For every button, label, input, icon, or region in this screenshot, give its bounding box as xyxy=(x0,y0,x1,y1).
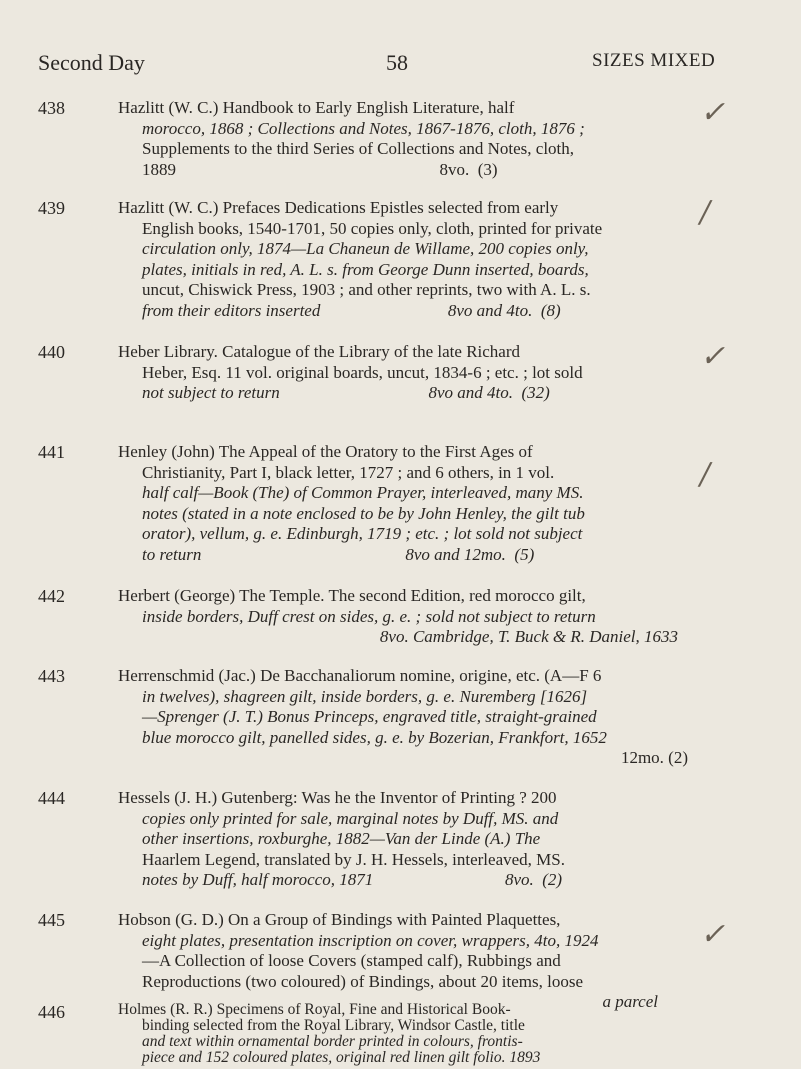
lot-description xyxy=(118,342,718,404)
pencil-annotation-icon: ✓ xyxy=(700,95,726,130)
lot-line: half calf—Book (The) of Common Prayer, interleaved, many MS. xyxy=(142,483,584,502)
lot-line: inside borders, Duff crest on sides, g. e. ; sold not subject to return xyxy=(142,606,596,626)
lot-line: notes (stated in a note enclosed to be by John Henley, the gilt tub xyxy=(142,503,585,523)
lot-line: plates, initials in red, A. L. s. from George Dunn inserted, boards, xyxy=(142,259,589,279)
lot-number: 443 xyxy=(38,666,65,686)
lot-number: 440 xyxy=(38,342,65,362)
lot-line: blue morocco gilt, panelled sides, g. e. by Bozerian, Frankfort, 1652 xyxy=(142,727,607,747)
pencil-annotation-icon: ✓ xyxy=(700,339,726,374)
lot-line: —A Collection of loose Covers (stamped calf), Rubbings and xyxy=(142,951,561,970)
lot-line: Holmes (R. R.) Specimens of Royal, Fine and Historical Book- xyxy=(118,1001,511,1018)
lot-line: binding selected from the Royal Library, Windsor Castle, title xyxy=(142,1017,525,1034)
lot-line: not subject to return 8vo and 4to. (32) xyxy=(142,383,550,402)
lot-description xyxy=(118,1002,718,1066)
lot-line: Hazlitt (W. C.) Prefaces Dedications Epistles selected from early xyxy=(118,198,559,217)
lot-line: uncut, Chiswick Press, 1903 ; and other reprints, two with A. L. s. xyxy=(142,280,591,299)
lot-line: Reproductions (two coloured) of Bindings, about 20 items, loose xyxy=(142,971,583,991)
lot-number: 446 xyxy=(38,1002,65,1022)
lot-line: 12mo. (2) xyxy=(620,748,688,767)
lot-description xyxy=(118,198,718,321)
lot-line: Herbert (George) The Temple. The second Edition, red morocco gilt, xyxy=(118,586,586,605)
lot-number: 441 xyxy=(38,442,65,462)
page-header xyxy=(0,50,801,80)
pencil-annotation-icon: ✓ xyxy=(700,917,726,952)
lot-line: Supplements to the third Series of Collections and Notes, cloth, xyxy=(142,139,575,158)
lot-line: to return 8vo and 12mo. (5) xyxy=(142,544,535,564)
lot-description xyxy=(118,442,718,565)
lot-line: 8vo. Cambridge, T. Buck & R. Daniel, 1633 xyxy=(379,627,678,646)
lot-line: eight plates, presentation inscription on cover, wrappers, 4to, 1924 xyxy=(142,930,599,950)
lot-line: Haarlem Legend, translated by J. H. Hessels, interleaved, MS. xyxy=(142,849,565,869)
lot-line: Heber Library. Catalogue of the Library of the late Richard xyxy=(118,342,521,361)
lot-line: orator), vellum, g. e. Edinburgh, 1719 ; etc. ; lot sold not subject xyxy=(142,524,583,543)
sale-day-heading: Second Day xyxy=(38,50,145,75)
lot-line: Heber, Esq. 11 vol. original boards, uncut, 1834-6 ; etc. ; lot sold xyxy=(142,362,583,382)
lot-line: from their editors inserted 8vo and 4to. (8) xyxy=(142,300,561,320)
lot-line: other insertions, roxburghe, 1882—Van der Linde (A.) The xyxy=(142,829,541,848)
lot-line: a parcel xyxy=(602,992,658,1011)
lot-description xyxy=(118,586,718,648)
lot-description xyxy=(118,910,718,1013)
lot-line: Christianity, Part I, black letter, 1727 ; and 6 others, in 1 vol. xyxy=(142,462,555,482)
lot-number: 444 xyxy=(38,788,65,808)
lot-line: notes by Duff, half morocco, 1871 8vo. (2) xyxy=(142,870,563,889)
section-heading: SIZES MIXED xyxy=(592,50,716,71)
lot-line: morocco, 1868 ; Collections and Notes, 1867-1876, cloth, 1876 ; xyxy=(142,118,585,138)
lot-number: 438 xyxy=(38,98,65,118)
lot-number: 442 xyxy=(38,586,65,606)
lot-line: English books, 1540-1701, 50 copies only, cloth, printed for private xyxy=(142,218,603,238)
lot-line: copies only printed for sale, marginal notes by Duff, MS. and xyxy=(142,808,559,828)
lot-line: Herrenschmid (Jac.) De Bacchanaliorum nomine, origine, etc. (A—F 6 xyxy=(118,666,602,685)
lot-number: 439 xyxy=(38,198,65,218)
lot-line: piece and 152 coloured plates, original red linen gilt folio. 1893 xyxy=(142,1049,541,1066)
lot-line: Henley (John) The Appeal of the Oratory to the First Ages of xyxy=(118,442,533,461)
lot-line: Hazlitt (W. C.) Handbook to Early English Literature, half xyxy=(118,98,515,117)
lot-line: Hobson (G. D.) On a Group of Bindings with Painted Plaquettes, xyxy=(118,910,561,929)
lot-line: in twelves), shagreen gilt, inside borders, g. e. Nuremberg [1626] xyxy=(142,686,588,706)
pencil-annotation-icon: ∕ xyxy=(700,195,711,230)
lot-line: Hessels (J. H.) Gutenberg: Was he the Inventor of Printing ? 200 xyxy=(118,788,557,807)
page-number: 58 xyxy=(386,50,408,75)
lot-description xyxy=(118,98,718,180)
lot-line: circulation only, 1874—La Chaneun de Willame, 200 copies only, xyxy=(142,239,589,258)
pencil-annotation-icon: ∕ xyxy=(700,457,711,492)
lot-line: 1889 8vo. (3) xyxy=(142,159,498,179)
lot-line: and text within ornamental border printed in colours, frontis- xyxy=(142,1033,523,1050)
lot-line: —Sprenger (J. T.) Bonus Princeps, engraved title, straight-grained xyxy=(142,707,597,726)
lot-description xyxy=(118,788,718,891)
lot-description xyxy=(118,666,718,769)
lot-number: 445 xyxy=(38,910,65,930)
